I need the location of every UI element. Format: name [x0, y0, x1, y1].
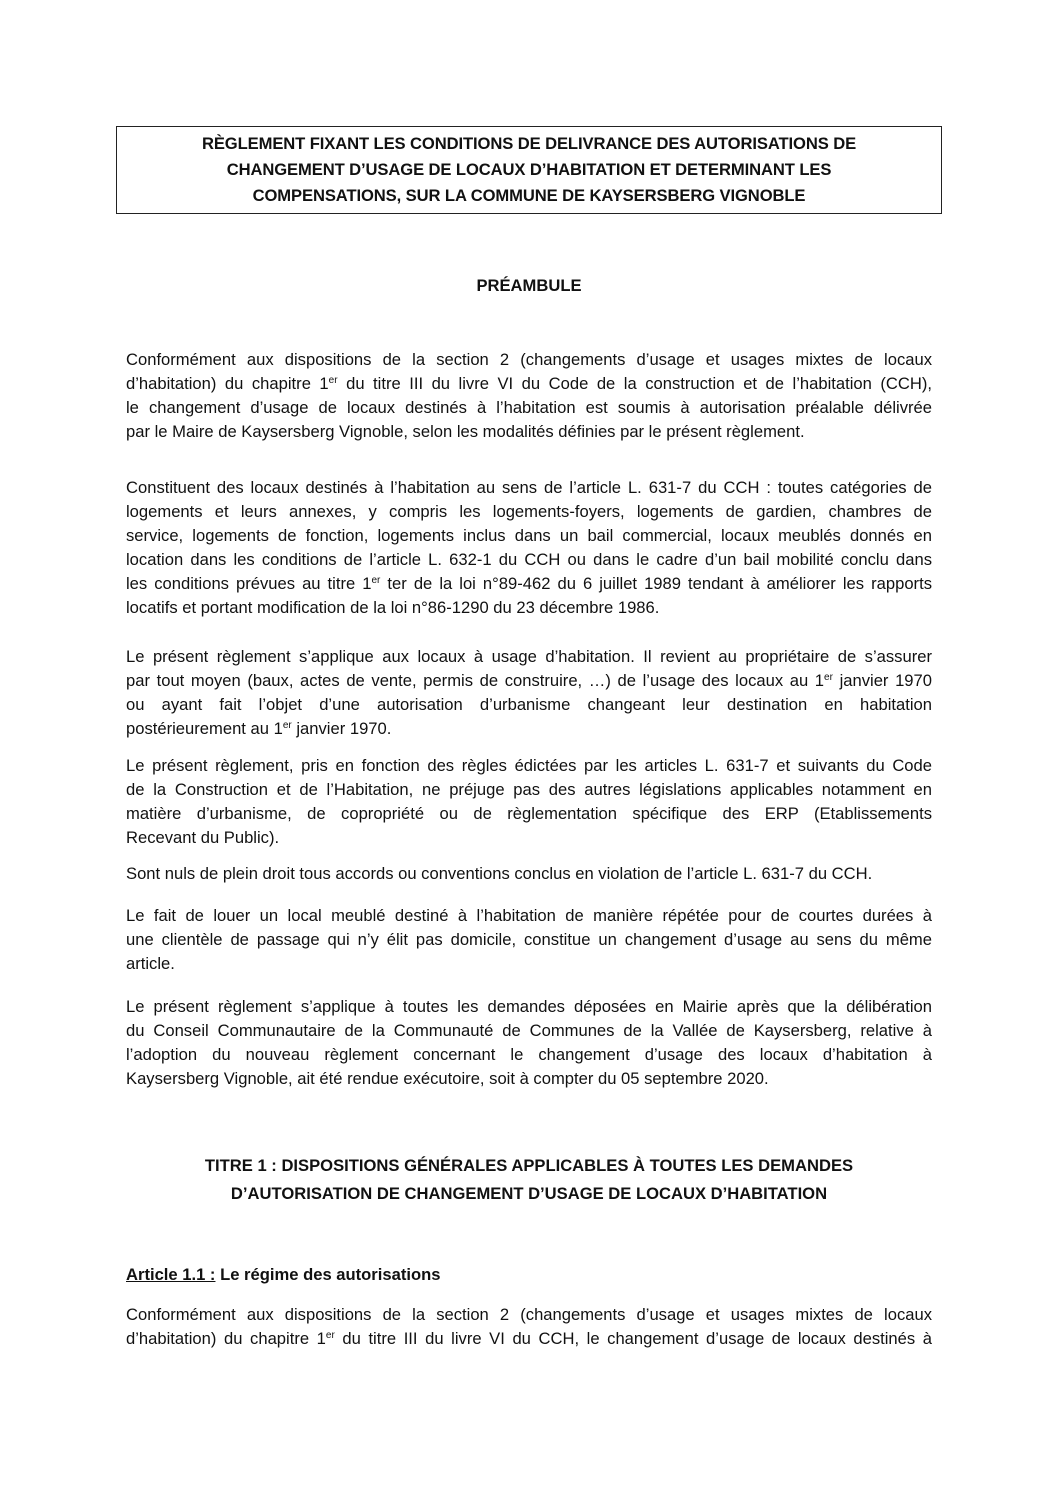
- preamble-paragraph-6: [126, 904, 932, 976]
- preamble-paragraph-5: [126, 862, 932, 886]
- preamble-paragraph-7: [126, 995, 932, 1091]
- paragraph-line: article.: [126, 954, 175, 973]
- document-title-line-2: CHANGEMENT D’USAGE DE LOCAUX D’HABITATION ET DETERMINANT LES: [226, 160, 832, 179]
- paragraph-line: locatifs et portant modification de la loi n°86-1290 du 23 décembre 1986.: [126, 598, 660, 617]
- document-title-box: [116, 126, 942, 214]
- paragraph-line: Le présent règlement, pris en fonction des règles édictées par les articles L. 631-7 et suivants du Code: [126, 756, 932, 775]
- article-1-1-paragraph-1: [126, 1303, 932, 1351]
- article-1-1-heading: [126, 1263, 440, 1287]
- paragraph-line: logements et leurs annexes, y compris les logements-foyers, logements de gardien, chambres de: [126, 502, 932, 521]
- paragraph-line: Conformément aux dispositions de la section 2 (changements d’usage et usages mixtes de locaux: [126, 1305, 932, 1324]
- paragraph-line: service, logements de fonction, logements inclus dans un bail commercial, locaux meublés donnés en: [126, 526, 932, 545]
- paragraph-line: du Conseil Communautaire de la Communauté de Communes de la Vallée de Kaysersberg, relative à: [126, 1021, 932, 1040]
- paragraph-line: Le présent règlement s’applique aux locaux à usage d’habitation. Il revient au propriétaire de s’assurer: [126, 647, 932, 666]
- titre-1-heading-line-2: D’AUTORISATION DE CHANGEMENT D’USAGE DE LOCAUX D’HABITATION: [230, 1184, 828, 1203]
- preamble-heading: PRÉAMBULE: [476, 276, 582, 295]
- paragraph-line: le changement d’usage de locaux destinés à l’habitation est soumis à autorisation préalable délivrée: [126, 398, 932, 417]
- article-1-1-label: Article 1.1 :: [126, 1265, 216, 1284]
- paragraph-line: Conformément aux dispositions de la section 2 (changements d’usage et usages mixtes de locaux: [126, 350, 932, 369]
- paragraph-line: postérieurement au 1er janvier 1970.: [126, 719, 392, 738]
- article-1-1-title: Le régime des autorisations: [215, 1265, 441, 1284]
- paragraph-line: Le présent règlement s’applique à toutes les demandes déposées en Mairie après que la délibération: [126, 997, 932, 1016]
- preamble-paragraph-2: [126, 476, 932, 620]
- paragraph-line: matière d’urbanisme, de copropriété ou de règlementation spécifique des ERP (Etablissements: [126, 804, 932, 823]
- titre-1-heading-line-1: TITRE 1 : DISPOSITIONS GÉNÉRALES APPLICABLES À TOUTES LES DEMANDES: [204, 1156, 854, 1175]
- paragraph-line: location dans les conditions de l’article L. 632-1 du CCH ou dans le cadre d’un bail mobilité conclu dans: [126, 550, 932, 569]
- paragraph-line: Le fait de louer un local meublé destiné à l’habitation de manière répétée pour de courtes durées à: [126, 906, 932, 925]
- paragraph-line: les conditions prévues au titre 1er ter de la loi n°89-462 du 6 juillet 1989 tendant à améliorer les rapports: [126, 574, 932, 593]
- document-title-line-1: RÈGLEMENT FIXANT LES CONDITIONS DE DELIVRANCE DES AUTORISATIONS DE: [201, 134, 857, 153]
- paragraph-line: Sont nuls de plein droit tous accords ou conventions conclus en violation de l’article L. 631-7 du CCH.: [126, 864, 873, 883]
- paragraph-line: Kaysersberg Vignoble, ait été rendue exécutoire, soit à compter du 05 septembre 2020.: [126, 1069, 769, 1088]
- paragraph-line: une clientèle de passage qui n’y élit pas domicile, constitue un changement d’usage au sens du même: [126, 930, 932, 949]
- paragraph-line: Recevant du Public).: [126, 828, 280, 847]
- paragraph-line: par le Maire de Kaysersberg Vignoble, selon les modalités définies par le présent règlement.: [126, 422, 805, 441]
- paragraph-line: d’habitation) du chapitre 1er du titre III du livre VI du Code de la construction et de l’habitation (CCH),: [126, 374, 932, 393]
- paragraph-line: l’adoption du nouveau règlement concernant le changement d’usage des locaux d’habitation à: [126, 1045, 932, 1064]
- preamble-paragraph-4: [126, 754, 932, 850]
- paragraph-line: de la Construction et de l’Habitation, ne préjuge pas des autres législations applicables notamment en: [126, 780, 932, 799]
- document-title-line-3: COMPENSATIONS, SUR LA COMMUNE DE KAYSERSBERG VIGNOBLE: [252, 186, 806, 205]
- preamble-paragraph-1: [126, 348, 932, 444]
- paragraph-line: Constituent des locaux destinés à l’habitation au sens de l’article L. 631-7 du CCH : toutes catégories de: [126, 478, 932, 497]
- paragraph-line: ou ayant fait l’objet d’une autorisation d’urbanisme changeant leur destination en habitation: [126, 695, 932, 714]
- preamble-paragraph-3: [126, 645, 932, 741]
- paragraph-line: d’habitation) du chapitre 1er du titre III du livre VI du CCH, le changement d’usage de locaux destinés à: [126, 1329, 932, 1348]
- paragraph-line: par tout moyen (baux, actes de vente, permis de construire, …) de l’usage des locaux au 1er janvier 1970: [126, 671, 932, 690]
